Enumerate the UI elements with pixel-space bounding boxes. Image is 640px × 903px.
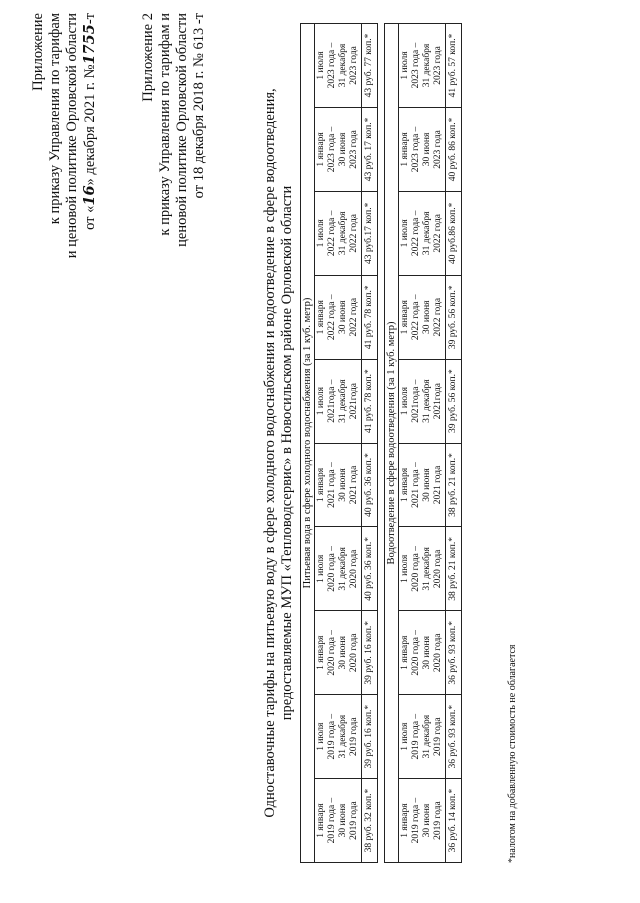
- period-line: 2020 года –: [327, 629, 337, 676]
- appendix-2-line: к приказу Управления по тарифам и: [157, 13, 173, 236]
- appendix-2-title: Приложение 2: [140, 13, 156, 102]
- period-line: 1 января: [400, 467, 410, 503]
- water-price-cell: 43 руб.17 коп.*: [362, 191, 378, 275]
- period-line: 1 июля: [316, 51, 326, 80]
- period-line: 31 декабря: [338, 547, 348, 591]
- water-price-cell: 43 руб. 17 коп.*: [362, 107, 378, 191]
- period-line: 30 июня: [338, 468, 348, 502]
- period-cell: [315, 527, 362, 611]
- table-spacer-cell: [378, 24, 385, 863]
- period-cell: [399, 191, 446, 275]
- period-line: 1 июля: [316, 554, 326, 583]
- period-line: 1 июля: [400, 554, 410, 583]
- period-line: 1 января: [316, 467, 326, 503]
- wastewater-price-cell: 39 руб. 56 коп.*: [446, 275, 462, 359]
- period-cell: [315, 107, 362, 191]
- appendix-2-line: от 18 декабря 2018 г. № 613 -т: [191, 13, 207, 199]
- period-line: 2020 года: [433, 633, 443, 673]
- wastewater-price-cell: 41 руб. 57 коп.*: [446, 24, 462, 108]
- period-line: 2020 года –: [411, 546, 421, 592]
- appendix-2-line: ценовой политике Орловской области: [174, 13, 190, 247]
- period-line: 2021года –: [411, 379, 421, 423]
- wastewater-section-title-row: [385, 24, 399, 863]
- period-line: 2019 года: [349, 801, 359, 840]
- period-line: 2023 года: [433, 46, 443, 85]
- period-line: 31 декабря: [338, 379, 348, 423]
- period-line: 31 декабря: [422, 211, 432, 256]
- period-line: 2022 года –: [411, 210, 421, 257]
- period-line: 2023 года: [349, 130, 359, 169]
- tariff-tables: [300, 23, 462, 863]
- period-line: 2023 года –: [411, 126, 421, 173]
- period-line: 2020 года –: [327, 546, 337, 592]
- period-cell: [315, 443, 362, 527]
- wastewater-price-cell: 38 руб. 21 коп.*: [446, 527, 462, 611]
- wastewater-price-cell: 36 руб. 93 коп.*: [446, 695, 462, 779]
- period-line: 2021 года –: [411, 462, 421, 508]
- period-line: 1 июля: [400, 51, 410, 80]
- period-line: 1 января: [316, 803, 326, 838]
- period-line: 30 июня: [422, 132, 432, 167]
- water-price-cell: 39 руб. 16 коп.*: [362, 611, 378, 695]
- document-title-line: предоставляемые МУП «Тепловодсервис» в Новосильском районе Орловской области: [279, 185, 295, 721]
- period-line: 30 июня: [422, 636, 432, 670]
- period-cell: [315, 359, 362, 443]
- appendix-1-header: [30, 13, 99, 343]
- water-price-cell-row: [362, 24, 378, 863]
- period-line: 2022 года –: [327, 294, 337, 341]
- handwritten-day: 16: [81, 185, 98, 206]
- period-line: 30 июня: [338, 803, 348, 838]
- period-line: 2023 года: [349, 46, 359, 85]
- water-price-cell: 41 руб. 78 коп.*: [362, 275, 378, 359]
- period-cell: [315, 275, 362, 359]
- period-line: 30 июня: [338, 636, 348, 670]
- wastewater-price-cell: 36 руб. 93 коп.*: [446, 611, 462, 695]
- period-line: 2019 года: [349, 717, 359, 756]
- period-line: 1 июля: [400, 219, 410, 248]
- wastewater-price-cell: 40 руб. 86 коп.*: [446, 107, 462, 191]
- period-cell: [399, 275, 446, 359]
- water-section-title: Питьевая вода в сфере холодного водоснабжения (за 1 куб. метр): [301, 24, 315, 863]
- period-line: 1 июля: [316, 219, 326, 248]
- period-cell: [399, 527, 446, 611]
- period-cell: [399, 779, 446, 863]
- period-line: 2020 года: [349, 549, 359, 589]
- period-line: 1 июля: [316, 722, 326, 751]
- period-line: 1 января: [400, 803, 410, 838]
- document-title-line: Одноставочные тарифы на питьевую воду в сфере холодного водоснабжения и водоотведение в сфере водоотведения,: [262, 88, 278, 818]
- appendix-1-line: и ценовой политике Орловской области: [64, 13, 80, 259]
- period-line: 2023 года –: [327, 42, 337, 89]
- period-line: 30 июня: [422, 300, 432, 334]
- wastewater-price-cell: 40 руб.86 коп.*: [446, 191, 462, 275]
- period-cell: [315, 611, 362, 695]
- wastewater-price-cell-row: [446, 24, 462, 863]
- water-price-cell: 38 руб. 32 коп.*: [362, 779, 378, 863]
- period-line: 31 декабря: [338, 211, 348, 256]
- period-cell: [315, 695, 362, 779]
- period-line: 31 декабря: [338, 714, 348, 759]
- period-line: 2020 года: [433, 549, 443, 589]
- period-line: 1 июля: [400, 722, 410, 751]
- appendix-2-header: [140, 13, 208, 323]
- period-line: 1 января: [400, 635, 410, 670]
- document-title: [262, 43, 296, 863]
- wastewater-price-cell: 39 руб. 56 коп.*: [446, 359, 462, 443]
- period-line: 2019 года –: [327, 797, 337, 844]
- period-line: 2021 года: [433, 465, 443, 505]
- period-line: 2021года: [433, 383, 443, 420]
- period-line: 1 января: [316, 300, 326, 335]
- water-price-cell: 43 руб. 77 коп.*: [362, 24, 378, 108]
- appendix-1-date: от «16» декабря 2021 г. №1755-т: [81, 13, 98, 230]
- water-price-cell: 40 руб. 36 коп.*: [362, 527, 378, 611]
- period-cell: [315, 191, 362, 275]
- period-line: 1 января: [400, 300, 410, 335]
- table-spacer: [378, 24, 385, 863]
- period-line: 2023 года: [433, 130, 443, 169]
- period-line: 2020 года: [349, 633, 359, 673]
- period-line: 2019 года –: [327, 713, 337, 760]
- period-line: 2021 года: [349, 465, 359, 505]
- period-line: 1 июля: [400, 387, 410, 416]
- period-line: 31 декабря: [338, 43, 348, 88]
- water-section-title-row: [301, 24, 315, 863]
- period-header-row: [399, 24, 446, 863]
- period-cell: [399, 611, 446, 695]
- water-price-cell: 41 руб. 78 коп.*: [362, 359, 378, 443]
- period-line: 31 декабря: [422, 547, 432, 591]
- period-line: 31 декабря: [422, 714, 432, 759]
- period-cell: [315, 779, 362, 863]
- period-header-row: [315, 24, 362, 863]
- period-line: 30 июня: [422, 803, 432, 838]
- period-line: 2019 года –: [411, 797, 421, 844]
- period-cell: [315, 24, 362, 108]
- period-line: 2022 года: [349, 297, 359, 337]
- period-line: 2022 года: [349, 214, 359, 253]
- period-line: 30 июня: [338, 300, 348, 334]
- period-line: 1 января: [316, 132, 326, 167]
- wastewater-section-title: Водоотведение в сфере водоотведения (за 1 куб. метр): [385, 24, 399, 863]
- period-line: 2019 года –: [411, 713, 421, 760]
- period-line: 2021года: [349, 383, 359, 420]
- appendix-1-line: к приказу Управления по тарифам: [47, 13, 63, 225]
- appendix-1-title: Приложение: [30, 13, 46, 91]
- period-cell: [399, 24, 446, 108]
- water-price-cell: 40 руб. 36 коп.*: [362, 443, 378, 527]
- period-line: 2021 года –: [327, 462, 337, 508]
- period-line: 30 июня: [338, 132, 348, 167]
- period-line: 2023 года –: [411, 42, 421, 89]
- period-line: 2022 года: [433, 297, 443, 337]
- period-line: 30 июня: [422, 468, 432, 502]
- tariff-table: [300, 23, 462, 863]
- wastewater-price-cell: 36 руб. 14 коп.*: [446, 779, 462, 863]
- period-line: 1 июля: [316, 387, 326, 416]
- period-line: 2019 года: [433, 717, 443, 756]
- period-line: 2021года –: [327, 379, 337, 423]
- footnote: *налогом на добавленную стоимость не облагается: [507, 644, 518, 863]
- period-line: 2023 года –: [327, 126, 337, 173]
- period-line: 2022 года: [433, 214, 443, 253]
- water-price-cell: 39 руб. 16 коп.*: [362, 695, 378, 779]
- period-line: 2020 года –: [411, 629, 421, 676]
- wastewater-price-cell: 38 руб. 21 коп.*: [446, 443, 462, 527]
- period-line: 2022 года –: [327, 210, 337, 257]
- period-cell: [399, 107, 446, 191]
- period-line: 1 января: [400, 132, 410, 167]
- period-line: 2019 года: [433, 801, 443, 840]
- period-line: 2022 года –: [411, 294, 421, 341]
- period-cell: [399, 443, 446, 527]
- handwritten-number: 1755: [81, 24, 98, 65]
- period-cell: [399, 359, 446, 443]
- period-cell: [399, 695, 446, 779]
- period-line: 31 декабря: [422, 43, 432, 88]
- period-line: 31 декабря: [422, 379, 432, 423]
- period-line: 1 января: [316, 635, 326, 670]
